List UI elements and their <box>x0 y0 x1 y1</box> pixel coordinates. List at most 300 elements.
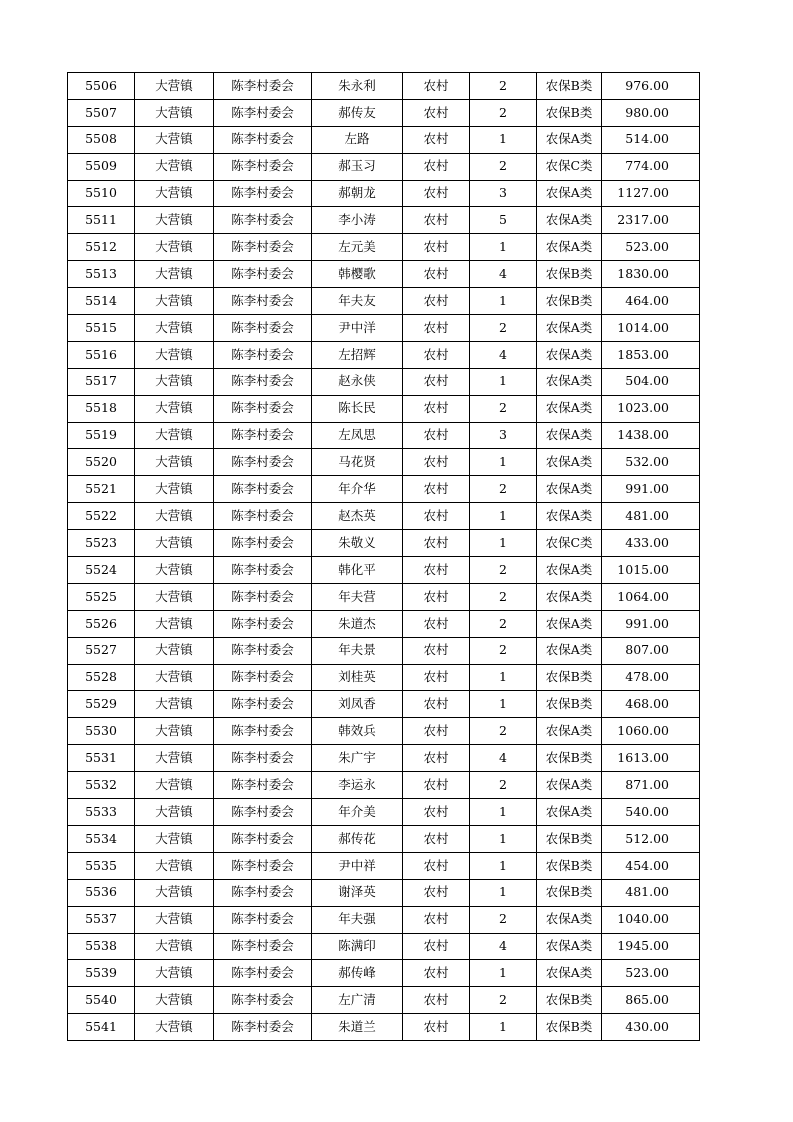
member-count-cell: 4 <box>470 261 537 288</box>
member-count-cell: 1 <box>470 799 537 826</box>
name-cell: 年夫友 <box>312 288 403 315</box>
village-committee-cell: 陈李村委会 <box>214 664 312 691</box>
table-row <box>68 234 700 261</box>
town-cell: 大营镇 <box>135 879 214 906</box>
town-cell: 大营镇 <box>135 422 214 449</box>
record-number-cell: 5517 <box>68 368 135 395</box>
amount-cell: 512.00 <box>602 825 700 852</box>
table-row <box>68 799 700 826</box>
member-count-cell: 3 <box>470 180 537 207</box>
record-number-cell: 5536 <box>68 879 135 906</box>
name-cell: 左元美 <box>312 234 403 261</box>
member-count-cell: 4 <box>470 745 537 772</box>
town-cell: 大营镇 <box>135 906 214 933</box>
category-cell: 农保B类 <box>537 987 602 1014</box>
category-cell: 农保B类 <box>537 99 602 126</box>
category-cell: 农保A类 <box>537 610 602 637</box>
record-number-cell: 5508 <box>68 126 135 153</box>
member-count-cell: 2 <box>470 476 537 503</box>
name-cell: 韩效兵 <box>312 718 403 745</box>
household-type-cell: 农村 <box>403 637 470 664</box>
category-cell: 农保B类 <box>537 664 602 691</box>
name-cell: 赵永侠 <box>312 368 403 395</box>
village-committee-cell: 陈李村委会 <box>214 583 312 610</box>
category-cell: 农保A类 <box>537 906 602 933</box>
category-cell: 农保C类 <box>537 153 602 180</box>
town-cell: 大营镇 <box>135 207 214 234</box>
record-number-cell: 5528 <box>68 664 135 691</box>
record-number-cell: 5514 <box>68 288 135 315</box>
household-type-cell: 农村 <box>403 852 470 879</box>
amount-cell: 980.00 <box>602 99 700 126</box>
record-number-cell: 5526 <box>68 610 135 637</box>
member-count-cell: 1 <box>470 825 537 852</box>
name-cell: 年介华 <box>312 476 403 503</box>
amount-cell: 1127.00 <box>602 180 700 207</box>
roster-table <box>67 72 700 1041</box>
amount-cell: 481.00 <box>602 879 700 906</box>
household-type-cell: 农村 <box>403 422 470 449</box>
amount-cell: 991.00 <box>602 610 700 637</box>
amount-cell: 481.00 <box>602 503 700 530</box>
member-count-cell: 1 <box>470 449 537 476</box>
category-cell: 农保A类 <box>537 126 602 153</box>
village-committee-cell: 陈李村委会 <box>214 772 312 799</box>
household-type-cell: 农村 <box>403 879 470 906</box>
town-cell: 大营镇 <box>135 1014 214 1041</box>
name-cell: 郝朝龙 <box>312 180 403 207</box>
town-cell: 大营镇 <box>135 180 214 207</box>
village-committee-cell: 陈李村委会 <box>214 368 312 395</box>
record-number-cell: 5541 <box>68 1014 135 1041</box>
category-cell: 农保A类 <box>537 315 602 342</box>
town-cell: 大营镇 <box>135 610 214 637</box>
village-committee-cell: 陈李村委会 <box>214 261 312 288</box>
name-cell: 朱道兰 <box>312 1014 403 1041</box>
member-count-cell: 2 <box>470 153 537 180</box>
category-cell: 农保A类 <box>537 449 602 476</box>
table-row <box>68 315 700 342</box>
village-committee-cell: 陈李村委会 <box>214 799 312 826</box>
town-cell: 大营镇 <box>135 449 214 476</box>
town-cell: 大营镇 <box>135 852 214 879</box>
name-cell: 李运永 <box>312 772 403 799</box>
household-type-cell: 农村 <box>403 368 470 395</box>
table-row <box>68 503 700 530</box>
amount-cell: 1064.00 <box>602 583 700 610</box>
village-committee-cell: 陈李村委会 <box>214 530 312 557</box>
category-cell: 农保A类 <box>537 718 602 745</box>
household-type-cell: 农村 <box>403 476 470 503</box>
table-row <box>68 825 700 852</box>
amount-cell: 478.00 <box>602 664 700 691</box>
household-type-cell: 农村 <box>403 126 470 153</box>
village-committee-cell: 陈李村委会 <box>214 987 312 1014</box>
amount-cell: 1830.00 <box>602 261 700 288</box>
member-count-cell: 2 <box>470 610 537 637</box>
category-cell: 农保A类 <box>537 772 602 799</box>
category-cell: 农保A类 <box>537 503 602 530</box>
table-row <box>68 637 700 664</box>
table-row <box>68 395 700 422</box>
record-number-cell: 5530 <box>68 718 135 745</box>
record-number-cell: 5540 <box>68 987 135 1014</box>
amount-cell: 523.00 <box>602 234 700 261</box>
town-cell: 大营镇 <box>135 234 214 261</box>
category-cell: 农保A类 <box>537 341 602 368</box>
village-committee-cell: 陈李村委会 <box>214 73 312 100</box>
record-number-cell: 5539 <box>68 960 135 987</box>
amount-cell: 1023.00 <box>602 395 700 422</box>
household-type-cell: 农村 <box>403 315 470 342</box>
member-count-cell: 3 <box>470 422 537 449</box>
record-number-cell: 5512 <box>68 234 135 261</box>
village-committee-cell: 陈李村委会 <box>214 126 312 153</box>
name-cell: 年夫景 <box>312 637 403 664</box>
village-committee-cell: 陈李村委会 <box>214 960 312 987</box>
category-cell: 农保B类 <box>537 852 602 879</box>
village-committee-cell: 陈李村委会 <box>214 207 312 234</box>
household-type-cell: 农村 <box>403 583 470 610</box>
amount-cell: 532.00 <box>602 449 700 476</box>
household-type-cell: 农村 <box>403 530 470 557</box>
household-type-cell: 农村 <box>403 395 470 422</box>
table-row <box>68 852 700 879</box>
household-type-cell: 农村 <box>403 99 470 126</box>
village-committee-cell: 陈李村委会 <box>214 476 312 503</box>
table-row <box>68 449 700 476</box>
name-cell: 朱永利 <box>312 73 403 100</box>
record-number-cell: 5532 <box>68 772 135 799</box>
village-committee-cell: 陈李村委会 <box>214 906 312 933</box>
name-cell: 左招辉 <box>312 341 403 368</box>
category-cell: 农保B类 <box>537 825 602 852</box>
village-committee-cell: 陈李村委会 <box>214 234 312 261</box>
category-cell: 农保B类 <box>537 261 602 288</box>
record-number-cell: 5538 <box>68 933 135 960</box>
member-count-cell: 2 <box>470 395 537 422</box>
member-count-cell: 2 <box>470 315 537 342</box>
village-committee-cell: 陈李村委会 <box>214 153 312 180</box>
table-row <box>68 368 700 395</box>
category-cell: 农保B类 <box>537 691 602 718</box>
village-committee-cell: 陈李村委会 <box>214 610 312 637</box>
town-cell: 大营镇 <box>135 933 214 960</box>
household-type-cell: 农村 <box>403 261 470 288</box>
record-number-cell: 5511 <box>68 207 135 234</box>
member-count-cell: 1 <box>470 879 537 906</box>
table-row <box>68 557 700 584</box>
record-number-cell: 5518 <box>68 395 135 422</box>
table-row <box>68 1014 700 1041</box>
name-cell: 李小涛 <box>312 207 403 234</box>
table-row <box>68 906 700 933</box>
village-committee-cell: 陈李村委会 <box>214 449 312 476</box>
name-cell: 左凤思 <box>312 422 403 449</box>
amount-cell: 1613.00 <box>602 745 700 772</box>
amount-cell: 430.00 <box>602 1014 700 1041</box>
member-count-cell: 4 <box>470 341 537 368</box>
name-cell: 尹中祥 <box>312 852 403 879</box>
record-number-cell: 5527 <box>68 637 135 664</box>
name-cell: 左路 <box>312 126 403 153</box>
member-count-cell: 1 <box>470 960 537 987</box>
village-committee-cell: 陈李村委会 <box>214 718 312 745</box>
amount-cell: 1040.00 <box>602 906 700 933</box>
category-cell: 农保A类 <box>537 583 602 610</box>
amount-cell: 1438.00 <box>602 422 700 449</box>
record-number-cell: 5520 <box>68 449 135 476</box>
category-cell: 农保A类 <box>537 799 602 826</box>
amount-cell: 523.00 <box>602 960 700 987</box>
table-row <box>68 207 700 234</box>
name-cell: 韩化平 <box>312 557 403 584</box>
name-cell: 刘桂英 <box>312 664 403 691</box>
town-cell: 大营镇 <box>135 691 214 718</box>
table-row <box>68 153 700 180</box>
village-committee-cell: 陈李村委会 <box>214 503 312 530</box>
town-cell: 大营镇 <box>135 637 214 664</box>
category-cell: 农保B类 <box>537 879 602 906</box>
name-cell: 左广清 <box>312 987 403 1014</box>
amount-cell: 464.00 <box>602 288 700 315</box>
town-cell: 大营镇 <box>135 341 214 368</box>
household-type-cell: 农村 <box>403 987 470 1014</box>
member-count-cell: 1 <box>470 288 537 315</box>
town-cell: 大营镇 <box>135 476 214 503</box>
town-cell: 大营镇 <box>135 772 214 799</box>
household-type-cell: 农村 <box>403 772 470 799</box>
amount-cell: 1945.00 <box>602 933 700 960</box>
member-count-cell: 1 <box>470 503 537 530</box>
town-cell: 大营镇 <box>135 368 214 395</box>
name-cell: 郝传友 <box>312 99 403 126</box>
name-cell: 郝玉习 <box>312 153 403 180</box>
household-type-cell: 农村 <box>403 341 470 368</box>
village-committee-cell: 陈李村委会 <box>214 1014 312 1041</box>
table-row <box>68 261 700 288</box>
category-cell: 农保A类 <box>537 637 602 664</box>
member-count-cell: 5 <box>470 207 537 234</box>
record-number-cell: 5531 <box>68 745 135 772</box>
table-row <box>68 288 700 315</box>
category-cell: 农保A类 <box>537 368 602 395</box>
table-row <box>68 691 700 718</box>
household-type-cell: 农村 <box>403 825 470 852</box>
amount-cell: 2317.00 <box>602 207 700 234</box>
village-committee-cell: 陈李村委会 <box>214 852 312 879</box>
name-cell: 赵杰英 <box>312 503 403 530</box>
town-cell: 大营镇 <box>135 557 214 584</box>
village-committee-cell: 陈李村委会 <box>214 691 312 718</box>
member-count-cell: 2 <box>470 583 537 610</box>
table-row <box>68 99 700 126</box>
category-cell: 农保B类 <box>537 745 602 772</box>
town-cell: 大营镇 <box>135 664 214 691</box>
household-type-cell: 农村 <box>403 180 470 207</box>
record-number-cell: 5523 <box>68 530 135 557</box>
table-row <box>68 987 700 1014</box>
household-type-cell: 农村 <box>403 960 470 987</box>
name-cell: 年夫营 <box>312 583 403 610</box>
record-number-cell: 5537 <box>68 906 135 933</box>
town-cell: 大营镇 <box>135 987 214 1014</box>
amount-cell: 504.00 <box>602 368 700 395</box>
amount-cell: 468.00 <box>602 691 700 718</box>
household-type-cell: 农村 <box>403 933 470 960</box>
town-cell: 大营镇 <box>135 825 214 852</box>
record-number-cell: 5509 <box>68 153 135 180</box>
category-cell: 农保C类 <box>537 530 602 557</box>
member-count-cell: 1 <box>470 852 537 879</box>
village-committee-cell: 陈李村委会 <box>214 180 312 207</box>
name-cell: 陈满印 <box>312 933 403 960</box>
amount-cell: 871.00 <box>602 772 700 799</box>
amount-cell: 540.00 <box>602 799 700 826</box>
name-cell: 朱敬义 <box>312 530 403 557</box>
table-row <box>68 126 700 153</box>
household-type-cell: 农村 <box>403 449 470 476</box>
town-cell: 大营镇 <box>135 503 214 530</box>
name-cell: 韩樱歌 <box>312 261 403 288</box>
household-type-cell: 农村 <box>403 664 470 691</box>
household-type-cell: 农村 <box>403 207 470 234</box>
village-committee-cell: 陈李村委会 <box>214 288 312 315</box>
household-type-cell: 农村 <box>403 691 470 718</box>
member-count-cell: 4 <box>470 933 537 960</box>
record-number-cell: 5506 <box>68 73 135 100</box>
name-cell: 郝传花 <box>312 825 403 852</box>
record-number-cell: 5521 <box>68 476 135 503</box>
member-count-cell: 2 <box>470 906 537 933</box>
member-count-cell: 2 <box>470 99 537 126</box>
category-cell: 农保A类 <box>537 476 602 503</box>
household-type-cell: 农村 <box>403 718 470 745</box>
amount-cell: 1014.00 <box>602 315 700 342</box>
record-number-cell: 5535 <box>68 852 135 879</box>
village-committee-cell: 陈李村委会 <box>214 879 312 906</box>
member-count-cell: 1 <box>470 234 537 261</box>
table-row <box>68 180 700 207</box>
record-number-cell: 5515 <box>68 315 135 342</box>
record-number-cell: 5524 <box>68 557 135 584</box>
amount-cell: 1853.00 <box>602 341 700 368</box>
amount-cell: 454.00 <box>602 852 700 879</box>
table-row <box>68 772 700 799</box>
member-count-cell: 1 <box>470 664 537 691</box>
table-row <box>68 879 700 906</box>
record-number-cell: 5522 <box>68 503 135 530</box>
member-count-cell: 1 <box>470 691 537 718</box>
member-count-cell: 2 <box>470 987 537 1014</box>
name-cell: 尹中洋 <box>312 315 403 342</box>
town-cell: 大营镇 <box>135 99 214 126</box>
table-row <box>68 530 700 557</box>
village-committee-cell: 陈李村委会 <box>214 315 312 342</box>
table-row <box>68 476 700 503</box>
name-cell: 年介美 <box>312 799 403 826</box>
town-cell: 大营镇 <box>135 126 214 153</box>
member-count-cell: 2 <box>470 772 537 799</box>
town-cell: 大营镇 <box>135 288 214 315</box>
table-row <box>68 341 700 368</box>
table-row <box>68 73 700 100</box>
record-number-cell: 5519 <box>68 422 135 449</box>
name-cell: 马花贤 <box>312 449 403 476</box>
member-count-cell: 2 <box>470 637 537 664</box>
amount-cell: 976.00 <box>602 73 700 100</box>
table-row <box>68 933 700 960</box>
table-row <box>68 745 700 772</box>
member-count-cell: 2 <box>470 718 537 745</box>
name-cell: 朱广宇 <box>312 745 403 772</box>
town-cell: 大营镇 <box>135 718 214 745</box>
record-number-cell: 5533 <box>68 799 135 826</box>
name-cell: 郝传峰 <box>312 960 403 987</box>
amount-cell: 514.00 <box>602 126 700 153</box>
household-type-cell: 农村 <box>403 1014 470 1041</box>
category-cell: 农保B类 <box>537 288 602 315</box>
amount-cell: 774.00 <box>602 153 700 180</box>
record-number-cell: 5529 <box>68 691 135 718</box>
table-row <box>68 960 700 987</box>
record-number-cell: 5513 <box>68 261 135 288</box>
record-number-cell: 5507 <box>68 99 135 126</box>
amount-cell: 865.00 <box>602 987 700 1014</box>
member-count-cell: 2 <box>470 73 537 100</box>
table-row <box>68 610 700 637</box>
roster-table-body <box>68 73 700 1041</box>
category-cell: 农保A类 <box>537 234 602 261</box>
category-cell: 农保B类 <box>537 1014 602 1041</box>
town-cell: 大营镇 <box>135 395 214 422</box>
category-cell: 农保A类 <box>537 207 602 234</box>
household-type-cell: 农村 <box>403 610 470 637</box>
town-cell: 大营镇 <box>135 530 214 557</box>
town-cell: 大营镇 <box>135 583 214 610</box>
record-number-cell: 5510 <box>68 180 135 207</box>
category-cell: 农保A类 <box>537 180 602 207</box>
household-type-cell: 农村 <box>403 906 470 933</box>
record-number-cell: 5516 <box>68 341 135 368</box>
household-type-cell: 农村 <box>403 153 470 180</box>
village-committee-cell: 陈李村委会 <box>214 422 312 449</box>
village-committee-cell: 陈李村委会 <box>214 825 312 852</box>
town-cell: 大营镇 <box>135 960 214 987</box>
name-cell: 朱道杰 <box>312 610 403 637</box>
name-cell: 谢泽英 <box>312 879 403 906</box>
amount-cell: 807.00 <box>602 637 700 664</box>
town-cell: 大营镇 <box>135 315 214 342</box>
town-cell: 大营镇 <box>135 745 214 772</box>
record-number-cell: 5534 <box>68 825 135 852</box>
town-cell: 大营镇 <box>135 73 214 100</box>
amount-cell: 991.00 <box>602 476 700 503</box>
category-cell: 农保A类 <box>537 395 602 422</box>
town-cell: 大营镇 <box>135 799 214 826</box>
member-count-cell: 2 <box>470 557 537 584</box>
member-count-cell: 1 <box>470 126 537 153</box>
category-cell: 农保A类 <box>537 933 602 960</box>
household-type-cell: 农村 <box>403 73 470 100</box>
category-cell: 农保A类 <box>537 557 602 584</box>
village-committee-cell: 陈李村委会 <box>214 557 312 584</box>
category-cell: 农保B类 <box>537 73 602 100</box>
amount-cell: 433.00 <box>602 530 700 557</box>
record-number-cell: 5525 <box>68 583 135 610</box>
village-committee-cell: 陈李村委会 <box>214 341 312 368</box>
village-committee-cell: 陈李村委会 <box>214 637 312 664</box>
